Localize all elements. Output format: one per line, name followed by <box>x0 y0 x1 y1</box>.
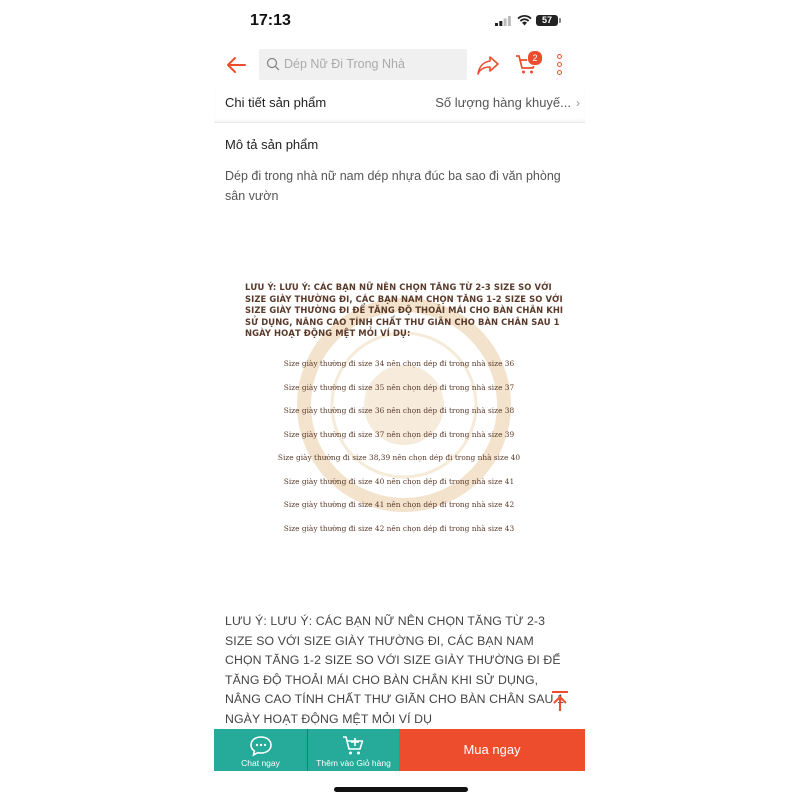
size-guide-item: Size giày thường đi size 42 nên chọn dép đi trong nhà size 43 <box>283 523 515 533</box>
chevron-right-icon: › <box>576 96 580 110</box>
header-bar <box>214 44 585 88</box>
buy-now-button[interactable]: Mua ngay <box>399 729 585 771</box>
back-arrow-icon[interactable] <box>224 53 248 77</box>
search-placeholder: Dép Nữ Đi Trong Nhà <box>284 57 405 71</box>
size-guide-item: Size giày thường đi size 36 nên chọn dép đi trong nhà size 38 <box>283 406 515 415</box>
size-guide-list <box>234 352 564 540</box>
cart-count-badge: 2 <box>527 50 543 66</box>
size-guide-item: Size giày thường đi size 38,39 nên chọn dép đi trong nhà size 40 <box>277 453 521 462</box>
wifi-icon <box>517 15 532 26</box>
status-bar <box>214 0 585 40</box>
search-input[interactable] <box>259 49 467 80</box>
add-cart-icon <box>342 735 366 757</box>
product-detail-row[interactable] <box>214 88 585 123</box>
signal-icon <box>495 16 511 26</box>
size-guide-item: Size giày thường đi size 35 nên chọn dép đi trong nhà size 37 <box>283 382 515 392</box>
size-guide-item: Size giày thường đi size 40 nên chọn dép đi trong nhà size 41 <box>283 476 515 486</box>
more-options-icon[interactable] <box>557 54 563 78</box>
product-detail-value: Số lượng hàng khuyế... <box>435 95 571 110</box>
add-to-cart-label: Thêm vào Giỏ hàng <box>316 758 391 768</box>
chat-now-label: Chat ngay <box>241 758 280 768</box>
note-text: LƯU Ý: LƯU Ý: CÁC BẠN NỮ NÊN CHỌN TĂNG TỪ 2-3 SIZE SO VỚI SIZE GIÀY THƯỜNG ĐI, CÁC BẠN NAM CHỌN TĂNG 1-2 SIZE SO VỚI SIZE GIÀY THƯỜNG ĐI ĐỂ TĂNG ĐỘ THOẢI MÁI CHO BÀN CHÂN KHI SỬ DỤNG, NÂNG CAO TÍNH CHẤT THƯ GIÃN CHO BÀN CHÂN SAU 1 NGÀY HOẠT ĐỘNG MỆT MỎI VÍ DỤ <box>225 614 564 726</box>
size-guide-item: Size giày thường đi size 34 nên chọn dép đi trong nhà size 36 <box>283 359 515 368</box>
bottom-action-bar <box>214 729 585 771</box>
status-time: 17:13 <box>250 12 291 29</box>
description-title: Mô tả sản phẩm <box>225 137 319 152</box>
phone-screen <box>214 0 585 800</box>
add-to-cart-button[interactable] <box>307 729 399 771</box>
chat-icon <box>249 735 273 757</box>
scroll-to-top-icon[interactable] <box>550 690 570 712</box>
product-detail-label: Chi tiết sản phẩm <box>225 95 327 110</box>
share-icon[interactable] <box>476 54 500 76</box>
product-description-image <box>234 270 564 540</box>
chat-now-button[interactable] <box>214 729 307 771</box>
home-indicator <box>334 787 468 792</box>
size-guide-item: Size giày thường đi size 41 nên chọn dép đi trong nhà size 42 <box>283 500 515 509</box>
battery-icon: 57 <box>536 15 558 26</box>
description-text: Dép đi trong nhà nữ nam dép nhựa đúc ba sao đi văn phòng sân vườn <box>225 169 561 203</box>
search-icon <box>266 57 280 71</box>
size-guide-item: Size giày thường đi size 37 nên chọn dép đi trong nhà size 39 <box>283 429 515 439</box>
image-note-text: LƯU Ý: LƯU Ý: CÁC BẠN NỮ NÊN CHỌN TĂNG TỪ 2-3 SIZE SO VỚI SIZE GIÀY THƯỜNG ĐI, CÁC BẠN NAM CHỌN TĂNG 1-2 SIZE SO VỚI SIZE GIÀY THƯỜNG ĐI ĐỂ TĂNG ĐỘ THOẢI MÁI CHO BÀN CHÂN KHI SỬ DỤNG, NÂNG CAO TÍNH CHẤT THƯ GIÃN CHO BÀN CHÂN SAU 1 NGÀY HOẠT ĐỘNG MỆT MỎI VÍ DỤ: <box>245 282 564 338</box>
